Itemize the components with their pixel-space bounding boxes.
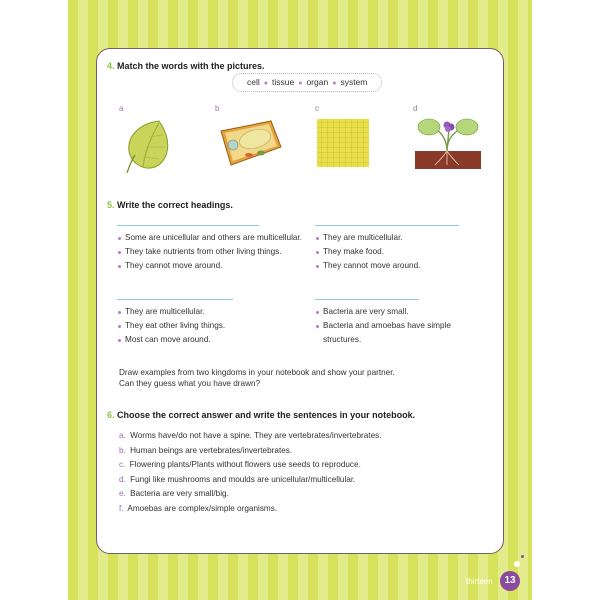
list-item: They cannot move around. xyxy=(117,259,317,273)
heading-answer-line[interactable] xyxy=(315,299,419,300)
answer-item: e. Bacteria are very small/big. xyxy=(119,489,229,498)
decorative-dot-icon xyxy=(514,561,520,567)
answer-item: d. Fungi like mushrooms and moulds are unicellular/multicellular. xyxy=(119,474,356,484)
page-number-word: thirteen xyxy=(466,577,493,586)
picture-b: b xyxy=(215,104,283,169)
page-number-badge: 13 xyxy=(500,571,520,591)
heading-answer-line[interactable] xyxy=(315,225,459,226)
answer-list xyxy=(119,429,382,516)
word-organ[interactable]: organ xyxy=(306,77,329,87)
heading-group-3 xyxy=(117,299,317,347)
bullet-icon: ● xyxy=(298,80,303,87)
heading-answer-line[interactable] xyxy=(117,299,233,300)
plant-cell-image xyxy=(215,117,275,169)
answer-item: f. Amoebas are complex/simple organisms. xyxy=(119,503,278,513)
heading-group-1 xyxy=(117,225,317,273)
leaf-image xyxy=(119,117,179,169)
heading-answer-line[interactable] xyxy=(117,225,259,226)
list-item: They are multicellular. xyxy=(117,305,317,319)
q5-heading: 5. Write the correct headings. xyxy=(107,200,233,210)
decorative-dot-icon xyxy=(521,555,524,558)
word-cell[interactable]: cell xyxy=(247,77,260,87)
answer-item: c. Flowering plants/Plants without flowers use seeds to reproduce. xyxy=(119,460,361,469)
list-item: They eat other living things. xyxy=(117,319,317,333)
picture-c: c xyxy=(315,104,375,169)
answer-item: a. Worms have/do not have a spine. They are vertebrates/invertebrates. xyxy=(119,431,382,440)
bullet-icon: ● xyxy=(332,80,337,87)
list-item: They are multicellular. xyxy=(315,231,485,245)
word-tissue[interactable]: tissue xyxy=(272,77,295,87)
draw-task: Draw examples from two kingdoms in your notebook and show your partner. Can they guess what you have drawn? xyxy=(119,368,395,388)
exercise-card xyxy=(96,48,504,554)
list-item: Bacteria and amoebas have simple structures. xyxy=(315,319,473,347)
picture-a: a xyxy=(119,104,179,169)
tissue-image xyxy=(315,117,375,169)
bullet-icon: ● xyxy=(263,80,268,87)
answer-item: b. Human beings are vertebrates/invertebrates. xyxy=(119,445,293,455)
list-item: Most can move around. xyxy=(117,333,317,347)
plant-image xyxy=(413,117,473,169)
word-bank xyxy=(232,73,382,92)
word-system[interactable]: system xyxy=(340,77,368,87)
q4-heading: 4. Match the words with the pictures. xyxy=(107,61,265,71)
list-item: They cannot move around. xyxy=(315,259,485,273)
q6-heading: 6. Choose the correct answer and write the sentences in your notebook. xyxy=(107,410,416,420)
heading-group-4 xyxy=(315,299,485,347)
list-item: They take nutrients from other living things. xyxy=(117,245,317,259)
list-item: Bacteria are very small. xyxy=(315,305,485,319)
picture-d: d xyxy=(413,104,483,169)
heading-group-2 xyxy=(315,225,485,273)
list-item: They make food. xyxy=(315,245,485,259)
list-item: Some are unicellular and others are multicellular. xyxy=(117,231,317,245)
